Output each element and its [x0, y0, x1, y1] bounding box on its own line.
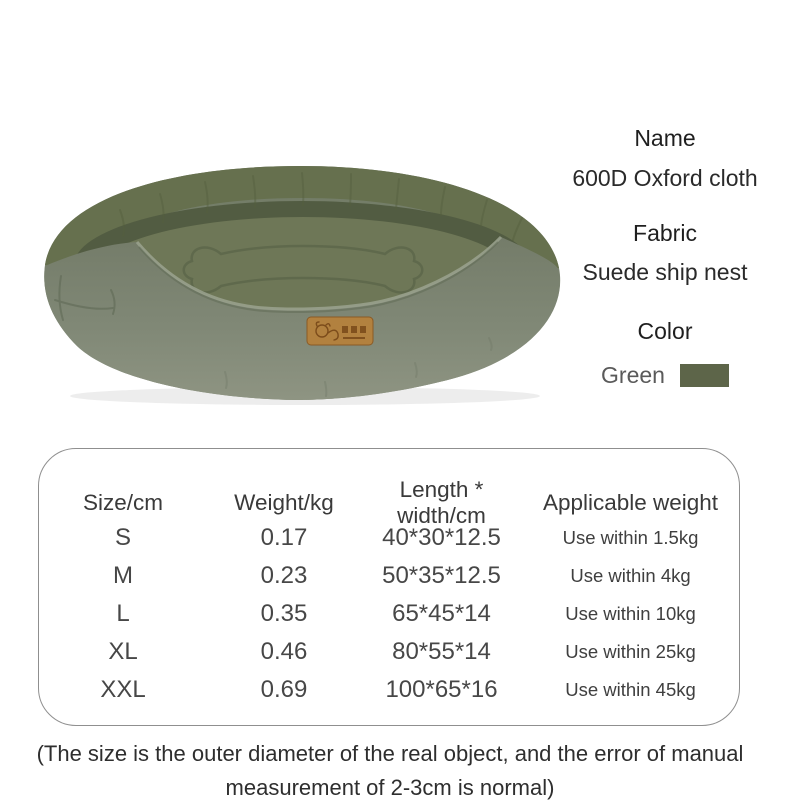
- cell-applicable: Use within 10kg: [565, 603, 696, 624]
- spec-fabric-label: Fabric: [633, 220, 697, 246]
- col-header-size: Size/cm: [82, 490, 163, 515]
- table-row: [39, 595, 739, 633]
- col-header-dims: Length * width/cm: [397, 477, 486, 528]
- cell-applicable: Use within 25kg: [565, 641, 696, 662]
- cell-weight: 0.23: [260, 562, 308, 589]
- table-row: [39, 519, 739, 557]
- cell-dims: 100*65*16: [385, 676, 498, 703]
- pet-bed-illustration: [25, 150, 575, 410]
- cell-weight: 0.17: [260, 524, 308, 551]
- table-row: [39, 633, 739, 671]
- label-text-marks: [342, 326, 366, 339]
- brand-label: [307, 317, 373, 345]
- cell-size: M: [113, 562, 133, 589]
- table-header-row: [39, 477, 739, 528]
- measurement-note: [30, 737, 750, 805]
- cell-dims: 65*45*14: [392, 600, 491, 627]
- cell-applicable: Use within 45kg: [565, 679, 696, 700]
- spec-name-value: 600D Oxford cloth: [572, 165, 758, 191]
- cell-weight: 0.46: [260, 638, 308, 665]
- cell-applicable: Use within 4kg: [570, 565, 691, 586]
- size-table: [38, 448, 740, 726]
- measurement-note-line1: (The size is the outer diameter of the real object, and the error of manual: [36, 741, 744, 766]
- cell-dims: 80*55*14: [392, 638, 491, 665]
- cell-applicable: Use within 1.5kg: [562, 527, 699, 548]
- table-row: [39, 557, 739, 595]
- cell-dims: 40*30*12.5: [382, 524, 501, 551]
- spec-color-value: Green: [601, 362, 665, 388]
- color-swatch: [680, 364, 729, 387]
- spec-color-label: Color: [637, 318, 693, 344]
- cell-weight: 0.69: [260, 676, 308, 703]
- table-row: [39, 671, 739, 709]
- measurement-note-line2: measurement of 2-3cm is normal): [225, 775, 555, 800]
- col-header-applicable: Applicable weight: [542, 490, 719, 515]
- cell-size: XXL: [100, 676, 146, 703]
- spec-name-label: Name: [634, 125, 696, 151]
- cell-size: S: [114, 524, 131, 551]
- spec-column: [540, 126, 790, 387]
- col-header-weight: Weight/kg: [234, 490, 334, 515]
- cell-weight: 0.35: [260, 600, 308, 627]
- spec-fabric-value: Suede ship nest: [582, 259, 748, 285]
- cell-dims: 50*35*12.5: [382, 562, 501, 589]
- spec-color-row: [540, 363, 790, 387]
- cell-size: L: [116, 600, 130, 627]
- cell-size: XL: [108, 638, 138, 665]
- product-photo-pet-bed: [25, 150, 575, 410]
